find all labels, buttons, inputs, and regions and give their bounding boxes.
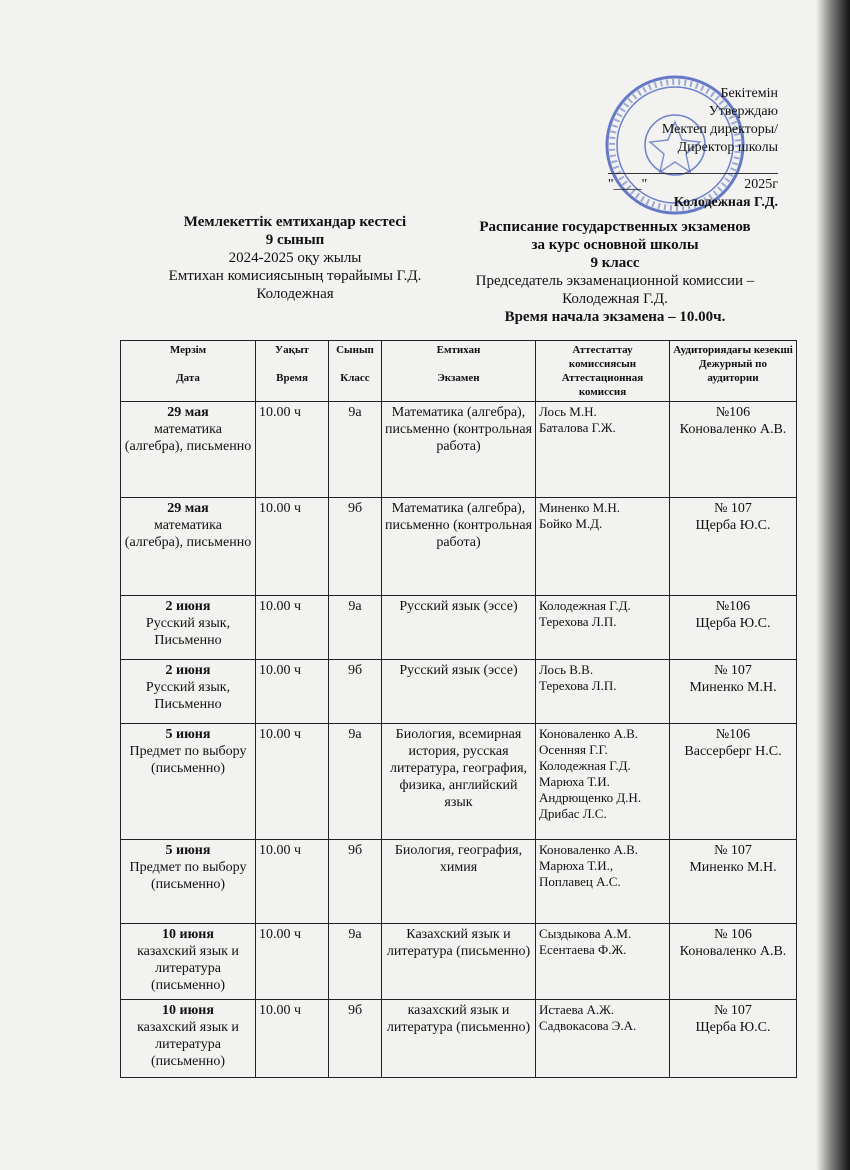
room-number: №106 — [715, 727, 751, 742]
room-number: № 107 — [714, 1003, 752, 1018]
cell-duty — [670, 402, 797, 498]
cell-class: 9а — [329, 596, 382, 660]
approval-date — [578, 176, 778, 194]
cell-exam: Биология, всемирная история, русская литература, география, физика, английский язык — [382, 724, 536, 840]
cell-date — [121, 596, 256, 660]
header-kz-chair-1: Емтихан комисиясының төрайымы Г.Д. — [168, 268, 422, 284]
exam-subject: математика (алгебра), письменно — [124, 422, 252, 454]
duty-person: Коноваленко А.В. — [679, 422, 787, 437]
commission-member: Садвокасова Э.А. — [539, 1018, 637, 1033]
cell-date — [121, 840, 256, 924]
cell-duty — [670, 660, 797, 724]
approval-block — [578, 85, 778, 212]
commission-member: Коноваленко А.В. — [539, 726, 639, 741]
duty-person: Щерба Ю.С. — [695, 1020, 771, 1035]
exam-date: 29 мая — [167, 405, 209, 420]
cell-time: 10.00 ч — [256, 498, 329, 596]
cell-duty — [670, 724, 797, 840]
cell-time: 10.00 ч — [256, 660, 329, 724]
cell-time: 10.00 ч — [256, 402, 329, 498]
exam-date: 2 июня — [165, 663, 211, 678]
approval-date-year: 2025г — [744, 177, 778, 192]
commission-member: Колодежная Г.Д. — [539, 758, 631, 773]
commission-member: Терехова Л.П. — [539, 614, 617, 629]
duty-person: Вассерберг Н.С. — [684, 744, 782, 759]
header-ru-start-time: Время начала экзамена – 10.00ч. — [504, 309, 726, 325]
cell-date — [121, 924, 256, 1000]
cell-class: 9б — [329, 840, 382, 924]
approval-date-prefix: "____" — [607, 177, 648, 192]
cell-duty — [670, 596, 797, 660]
cell-class: 9а — [329, 724, 382, 840]
duty-person: Щерба Ю.С. — [695, 518, 771, 533]
duty-person: Миненко М.Н. — [689, 680, 777, 695]
commission-member: Бойко М.Д. — [539, 516, 603, 531]
exam-subject: математика (алгебра), письменно — [124, 518, 252, 550]
commission-member: Сыздыкова А.М. — [539, 926, 632, 941]
table-row — [121, 660, 797, 724]
exam-date: 10 июня — [162, 927, 214, 942]
commission-member: Есентаева Ф.Ж. — [539, 942, 627, 957]
table-row — [121, 498, 797, 596]
header-ru-chair-1: Председатель экзаменационной комиссии – — [475, 273, 755, 289]
signature-line — [608, 159, 778, 174]
cell-class: 9б — [329, 660, 382, 724]
cell-commission — [536, 660, 670, 724]
commission-member: Миненко М.Н. — [539, 500, 621, 515]
commission-member: Осенняя Г.Г. — [539, 742, 608, 757]
table-row — [121, 724, 797, 840]
room-number: № 107 — [714, 501, 752, 516]
commission-member: Марюха Т.И. — [539, 774, 610, 789]
header-ru-grade: 9 класс — [590, 255, 640, 271]
col-commission: Аттестаттау комиссиясын Аттестационная комисcия — [536, 341, 670, 402]
table-row — [121, 402, 797, 498]
cell-time: 10.00 ч — [256, 596, 329, 660]
cell-exam: Биология, география, химия — [382, 840, 536, 924]
approve-kz: Бекітемін — [720, 86, 778, 101]
cell-duty — [670, 498, 797, 596]
header-kz — [145, 213, 445, 303]
cell-time: 10.00 ч — [256, 840, 329, 924]
header-kz-title: Мемлекеттік емтихандар кестесі — [183, 214, 407, 230]
exam-date: 2 июня — [165, 599, 211, 614]
header-ru-title: Расписание государственных экзаменов — [479, 219, 751, 235]
cell-class: 9б — [329, 498, 382, 596]
table-row — [121, 596, 797, 660]
col-time: Уақыт Время — [256, 341, 329, 402]
col-date: Мерзім Дата — [121, 341, 256, 402]
cell-duty — [670, 840, 797, 924]
table-row — [121, 924, 797, 1000]
exam-date: 5 июня — [165, 727, 211, 742]
cell-commission — [536, 498, 670, 596]
approval-signer: Колодежная Г.Д. — [673, 195, 778, 210]
commission-member: Терехова Л.П. — [539, 678, 617, 693]
cell-exam: Казахский язык и литература (письменно) — [382, 924, 536, 1000]
cell-exam: Русский язык (эссе) — [382, 660, 536, 724]
cell-commission — [536, 402, 670, 498]
cell-duty — [670, 924, 797, 1000]
cell-commission — [536, 1000, 670, 1078]
approve-ru: Утверждаю — [708, 104, 778, 119]
header-ru-subtitle: за курс основной школы — [531, 237, 699, 253]
room-number: № 107 — [714, 663, 752, 678]
exam-subject: Русский язык, Письменно — [145, 680, 231, 712]
room-number: №106 — [715, 599, 751, 614]
commission-member: Дрибас Л.С. — [539, 806, 607, 821]
cell-commission — [536, 596, 670, 660]
cell-date — [121, 498, 256, 596]
exam-date: 29 мая — [167, 501, 209, 516]
cell-date — [121, 1000, 256, 1078]
cell-time: 10.00 ч — [256, 1000, 329, 1078]
commission-member: Лось В.В. — [539, 662, 594, 677]
exam-subject: казахский язык и литература (письменно) — [137, 944, 239, 993]
cell-exam: Русский язык (эссе) — [382, 596, 536, 660]
cell-class: 9б — [329, 1000, 382, 1078]
exam-subject: Предмет по выбору (письменно) — [129, 744, 247, 776]
commission-member: Лось М.Н. — [539, 404, 597, 419]
director-title-kz: Мектеп директоры/ — [661, 122, 778, 137]
cell-time: 10.00 ч — [256, 924, 329, 1000]
cell-exam: Математика (алгебра), письменно (контрольная работа) — [382, 402, 536, 498]
col-exam: Емтихан Экзамен — [382, 341, 536, 402]
director-title-ru: Директор школы — [677, 140, 778, 155]
exam-date: 10 июня — [162, 1003, 214, 1018]
commission-member: Колодежная Г.Д. — [539, 598, 631, 613]
table-row — [121, 840, 797, 924]
header-ru — [445, 218, 785, 326]
exam-subject: казахский язык и литература (письменно) — [137, 1020, 239, 1069]
cell-date — [121, 402, 256, 498]
room-number: № 107 — [714, 843, 752, 858]
table-header-row — [121, 341, 797, 402]
cell-class: 9а — [329, 924, 382, 1000]
commission-member: Баталова Г.Ж. — [539, 420, 616, 435]
room-number: №106 — [715, 405, 751, 420]
duty-person: Коноваленко А.В. — [679, 944, 787, 959]
col-duty: Аудиториядағы кезекші Дежурный по аудитории — [670, 341, 797, 402]
cell-commission — [536, 924, 670, 1000]
exam-subject: Предмет по выбору (письменно) — [129, 860, 247, 892]
commission-member: Андрющенко Д.Н. — [539, 790, 642, 805]
cell-exam: казахский язык и литература (письменно) — [382, 1000, 536, 1078]
room-number: № 106 — [714, 927, 752, 942]
header-kz-chair-2: Колодежная — [256, 286, 334, 302]
scan-edge-shadow — [816, 0, 850, 1170]
cell-duty — [670, 1000, 797, 1078]
header-ru-chair-2: Колодежная Г.Д. — [562, 291, 668, 307]
cell-commission — [536, 840, 670, 924]
cell-class: 9а — [329, 402, 382, 498]
commission-member: Коноваленко А.В. — [539, 842, 639, 857]
table-row — [121, 1000, 797, 1078]
cell-time: 10.00 ч — [256, 724, 329, 840]
cell-date — [121, 660, 256, 724]
cell-date — [121, 724, 256, 840]
cell-commission — [536, 724, 670, 840]
exam-date: 5 июня — [165, 843, 211, 858]
commission-member: Марюха Т.И., — [539, 858, 614, 873]
header-kz-grade: 9 сынып — [265, 232, 325, 248]
duty-person: Щерба Ю.С. — [695, 616, 771, 631]
col-class: Сынып Класс — [329, 341, 382, 402]
exam-subject: Русский язык, Письменно — [145, 616, 231, 648]
duty-person: Миненко М.Н. — [689, 860, 777, 875]
commission-member: Поплавец А.С. — [539, 874, 621, 889]
exam-schedule-table — [120, 340, 797, 1078]
cell-exam: Математика (алгебра), письменно (контрольная работа) — [382, 498, 536, 596]
header-kz-year: 2024-2025 оқу жылы — [228, 250, 362, 266]
commission-member: Истаева А.Ж. — [539, 1002, 615, 1017]
